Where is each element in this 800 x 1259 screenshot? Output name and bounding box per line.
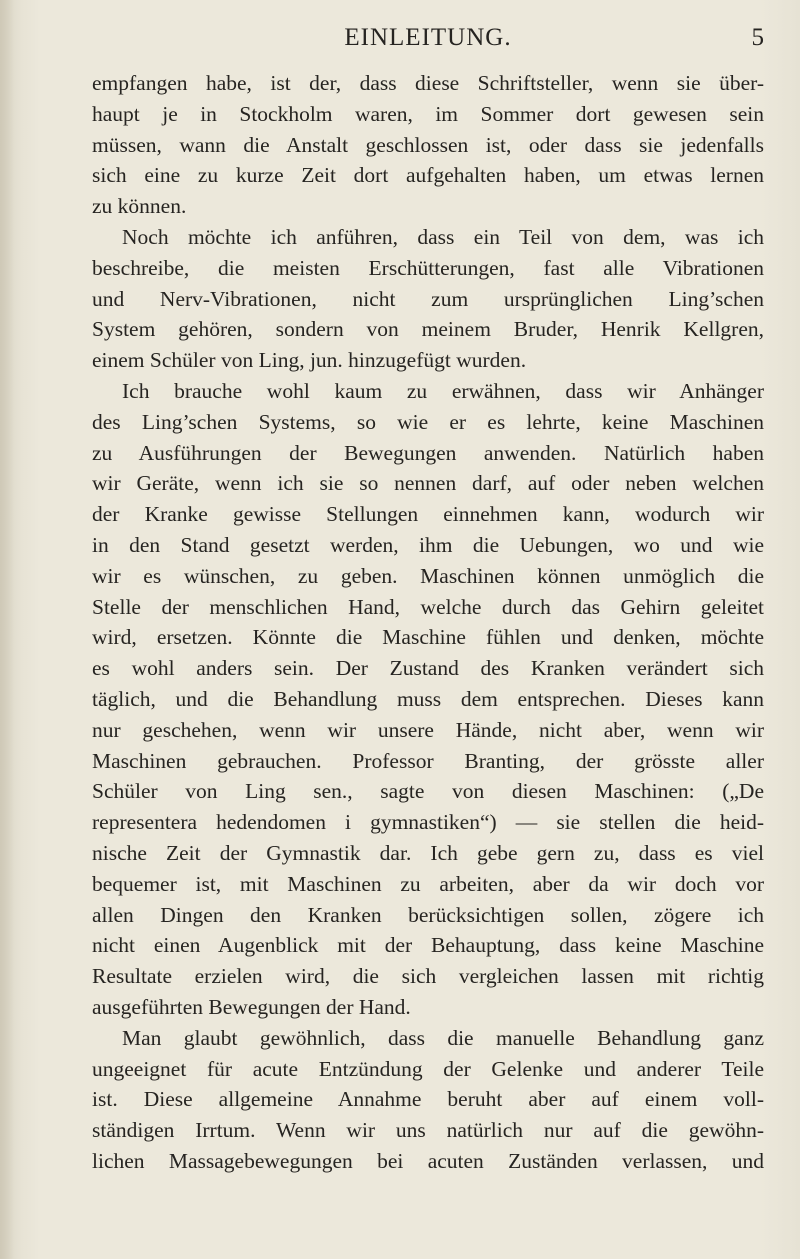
text-line: zu Ausführungen der Bewegungen anwenden. Natürlich haben: [92, 440, 764, 465]
text-line: bequemer ist, mit Maschinen zu arbeiten, aber da wir doch vor: [92, 871, 764, 896]
text-line: allen Dingen den Kranken berücksichtigen sollen, zögere ich: [92, 902, 764, 927]
text-line: täglich, und die Behandlung muss dem entsprechen. Dieses kann: [92, 686, 764, 711]
text-line: Maschinen gebrauchen. Professor Branting, der grösste aller: [92, 748, 764, 773]
text-line: wir es wünschen, zu geben. Maschinen können unmöglich die: [92, 563, 764, 588]
text-line: müssen, wann die Anstalt geschlossen ist, oder dass sie jedenfalls: [92, 132, 764, 157]
text-line: einem Schüler von Ling, jun. hinzugefügt wurden.: [92, 348, 527, 373]
text-line: ist. Diese allgemeine Annahme beruht aber auf einem voll-: [92, 1087, 764, 1112]
text-line: Stelle der menschlichen Hand, welche durch das Gehirn geleitet: [92, 594, 764, 619]
text-line: Schüler von Ling sen., sagte von diesen Maschinen: („De: [92, 779, 764, 804]
text-line: haupt je in Stockholm waren, im Sommer dort gewesen sein: [92, 101, 764, 126]
text-line: es wohl anders sein. Der Zustand des Kranken verändert sich: [92, 656, 764, 681]
running-head: [92, 18, 764, 58]
text-line: beschreibe, die meisten Erschütterungen, fast alle Vibrationen: [92, 255, 764, 280]
text-line: empfangen habe, ist der, dass diese Schriftsteller, wenn sie über-: [92, 71, 764, 95]
text-line: zu können.: [92, 194, 187, 219]
text-line: ausgeführten Bewegungen der Hand.: [92, 994, 411, 1019]
text-line: lichen Massagebewegungen bei acuten Zuständen verlassen, und: [92, 1148, 764, 1173]
text-line: Noch möchte ich anführen, dass ein Teil von dem, was ich: [122, 224, 764, 249]
text-line: Resultate erzielen wird, die sich vergleichen lassen mit richtig: [92, 964, 764, 989]
text-line: ständigen Irrtum. Wenn wir uns natürlich nur auf die gewöhn-: [92, 1118, 764, 1143]
text-line: nische Zeit der Gymnastik dar. Ich gebe gern zu, dass es viel: [92, 840, 764, 865]
text-line: wir Geräte, wenn ich sie so nennen darf, auf oder neben welchen: [92, 471, 764, 496]
text-line: der Kranke gewisse Stellungen einnehmen kann, wodurch wir: [92, 502, 764, 527]
running-title: EINLEITUNG.: [344, 24, 512, 51]
text-line: Man glaubt gewöhnlich, dass die manuelle Behandlung ganz: [122, 1025, 764, 1050]
text-line: in den Stand gesetzt werden, ihm die Uebungen, wo und wie: [92, 532, 764, 557]
gutter-shadow: [0, 0, 14, 1259]
text-line: des Ling’schen Systems, so wie er es lehrte, keine Maschinen: [92, 409, 764, 434]
text-line: nur geschehen, wenn wir unsere Hände, nicht aber, wenn wir: [92, 717, 764, 742]
page-number: 5: [751, 24, 764, 51]
text-line: sich eine zu kurze Zeit dort aufgehalten haben, um etwas lernen: [92, 163, 764, 188]
body-text: [92, 68, 764, 1177]
text-line: representera hedendomen i gymnastiken“) — sie stellen die heid-: [92, 810, 764, 835]
text-line: wird, ersetzen. Könnte die Maschine fühlen und denken, möchte: [92, 625, 764, 650]
text-line: Ich brauche wohl kaum zu erwähnen, dass wir Anhänger: [122, 378, 764, 403]
text-line: und Nerv-Vibrationen, nicht zum ursprünglichen Ling’schen: [92, 286, 764, 311]
text-line: nicht einen Augenblick mit der Behauptung, dass keine Maschine: [92, 933, 764, 958]
text-line: ungeeignet für acute Entzündung der Gelenke und anderer Teile: [92, 1056, 764, 1081]
text-line: System gehören, sondern von meinem Bruder, Henrik Kellgren,: [92, 317, 764, 342]
